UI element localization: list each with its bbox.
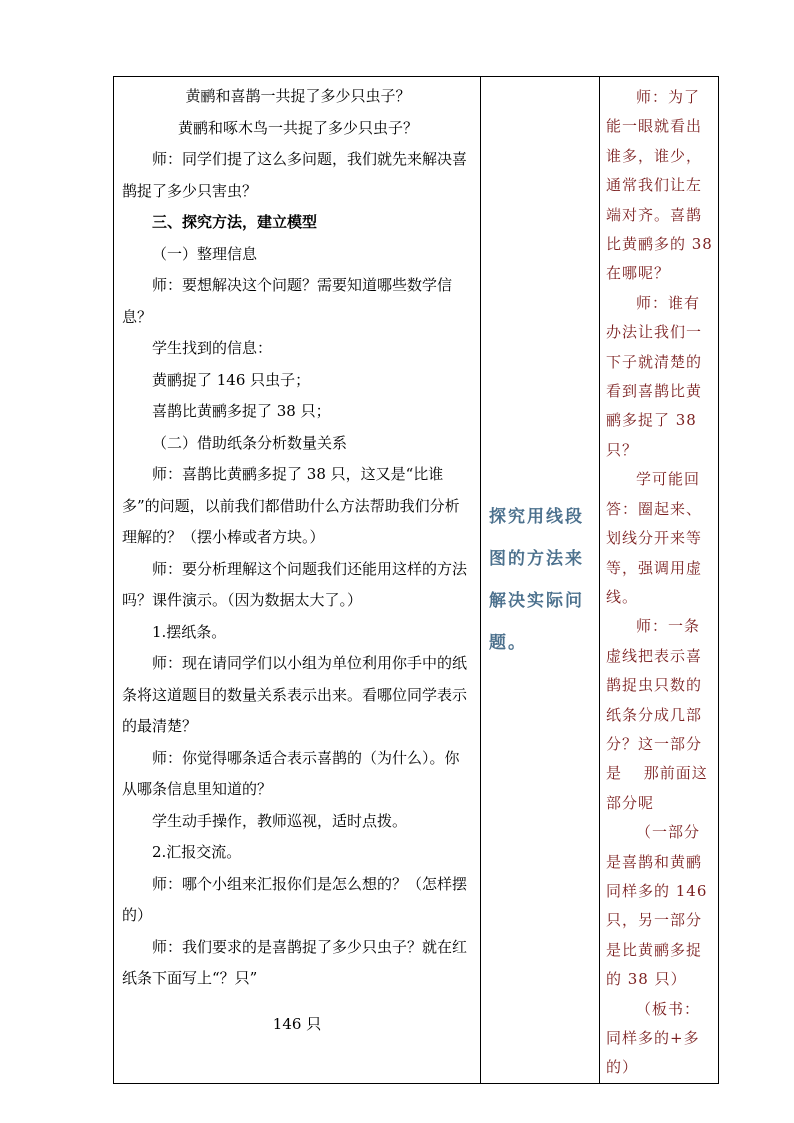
teacher-line: 师：喜鹊比黄鹂多捉了 38 只，这又是“比谁多”的问题，以前我们都借助什么方法帮助我们分析理解的？（摆小棒或者方块。） [122, 465, 460, 546]
design-intent-cell [481, 77, 600, 1084]
info-line: 喜鹊比黄鹂多捉了 38 只； [152, 402, 331, 420]
note-paragraph: 学可能回答：圈起来、划线分开来等等，强调用虚线。 [606, 470, 703, 606]
teacher-line: 师：你觉得哪条适合表示喜鹊的（为什么）。你从哪条信息里知道的？ [122, 748, 460, 798]
subsection-heading: （二）借助纸条分析数量关系 [152, 433, 348, 452]
question-line: 黄鹂和喜鹊一共捉了多少只虫子？ [185, 87, 411, 105]
teacher-line: 师：要想解决这个问题？需要知道哪些数学信息？ [122, 276, 453, 326]
teaching-process-cell [114, 77, 481, 1084]
teacher-notes-cell [600, 77, 719, 1084]
section-heading: 三、探究方法，建立模型 [152, 213, 318, 231]
note-paragraph: （一部分是喜鹊和黄鹂同样多的 146 只，另一部分是比黄鹂多捉的 38 只） [606, 823, 708, 989]
teacher-line: 师：哪个小组来汇报你们是怎么想的？（怎样摆的） [122, 874, 468, 924]
info-line: 黄鹂捉了 146 只虫子； [152, 370, 311, 389]
note-paragraph: 师：一条虚线把表示喜鹊捉虫只数的纸条分成几部分？这一部分是 那前面这部分呢 [606, 617, 708, 812]
strip-label-146: 146 只 [272, 1015, 322, 1033]
info-line: 学生找到的信息： [152, 339, 273, 357]
design-intent-text: 探究用线段图的方法来解决实际问题。 [489, 506, 584, 653]
step-line: 2.汇报交流。 [152, 843, 242, 861]
teacher-line: 师：要分析理解这个问题我们还能用这样的方法吗？课件演示。（因为数据太大了。） [122, 559, 468, 609]
question-line: 黄鹂和啄木鸟一共捉了多少只虫子？ [177, 118, 418, 137]
teacher-line: 师：我们要求的是喜鹊捉了多少只虫子？就在红纸条下面写上“？只” [122, 937, 468, 987]
table-row [114, 77, 719, 1084]
note-paragraph: 师：为了能一眼就看出谁多，谁少，通常我们让左端对齐。喜鹊比黄鹂多的 38 在哪呢？ [606, 88, 713, 283]
lesson-plan-table [113, 76, 719, 1084]
student-line: 学生动手操作，教师巡视，适时点拨。 [152, 811, 408, 830]
teacher-line: 师：现在请同学们以小组为单位利用你手中的纸条将这道题目的数量关系表示出来。看哪位同学表示的最清楚？ [122, 654, 468, 735]
step-line: 1.摆纸条。 [152, 622, 227, 641]
note-paragraph: （板书：同样多的+多的） [606, 999, 701, 1077]
teacher-line: 师：同学们提了这么多问题，我们就先来解决喜鹊捉了多少只害虫？ [122, 150, 468, 200]
note-paragraph: 师：谁有办法让我们一下子就清楚的看到喜鹊比黄鹂多捉了 38 只？ [606, 293, 703, 459]
subsection-heading: （一）整理信息 [152, 244, 258, 263]
